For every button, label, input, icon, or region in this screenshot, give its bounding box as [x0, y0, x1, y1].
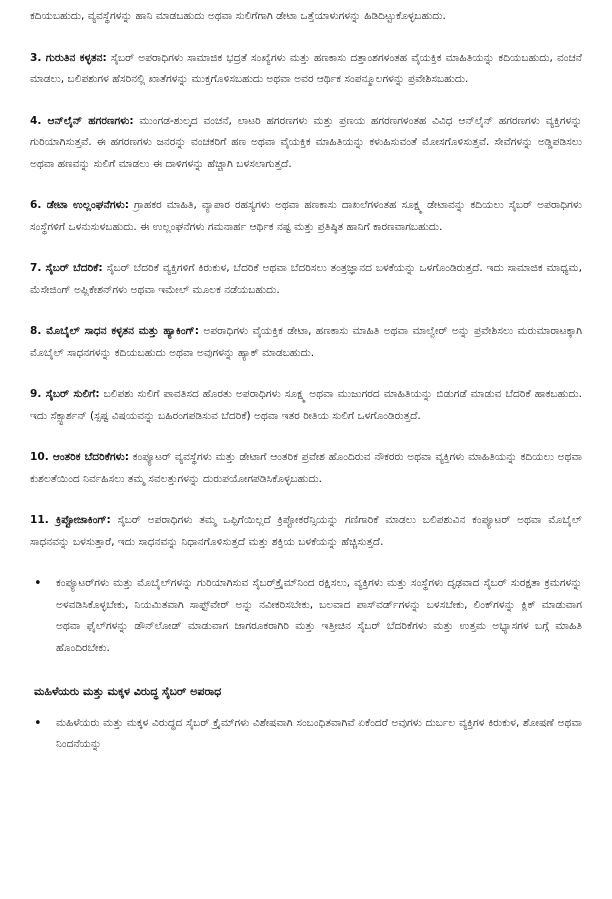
- item-text: ಬಲಿಪಶು ಸುಲಿಗೆ ಪಾವತಿಸದ ಹೊರತು ಅಪರಾಧಿಗಳು ಸೂಕ್ಷ್ಮ ಅಥವಾ ಮುಜುಗರದ ಮಾಹಿತಿಯನ್ನು ಬಿಡುಗಡೆ ಮಾಡುವ ಬೆದರಿಕೆ ಹಾಕಬಹುದು. ಇದು ಸೆಕ್ಸ್ಟಾರ್ಶನ್ (ಸ್ಪಷ್ಟ ವಿಷಯವನ್ನು ಬಹಿರಂಗಪಡಿಸುವ ಬೆದರಿಕೆ) ಅಥವಾ ಇತರ ರೀತಿಯ ಸುಲಿಗೆ ಒಳಗೊಂಡಿರುತ್ತದೆ.: [30, 388, 583, 422]
- item-term: 10. ಆಂತರಿಕ ಬೆದರಿಕೆಗಳು:: [30, 451, 129, 463]
- item-text: ಗ್ರಾಹಕರ ಮಾಹಿತಿ, ವ್ಯಾಪಾರ ರಹಸ್ಯಗಳು ಅಥವಾ ಹಣಕಾಸು ದಾಖಲೆಗಳಂತಹ ಸೂಕ್ಷ್ಮ ಡೇಟಾವನ್ನು ಕದಿಯಲು ಸೈಬರ್ ಅಪರಾಧಿಗಳು ಸಂಸ್ಥೆಗಳಿಗೆ ಒಳನುಸುಳಬಹುದು. ಈ ಉಲ್ಲಂಘನೆಗಳು ಗಮನಾರ್ಹ ಆರ್ಥಿಕ ನಷ್ಟ ಮತ್ತು ಪ್ರತಿಷ್ಠಿತ ಹಾನಿಗೆ ಕಾರಣವಾಗಬಹುದು.: [30, 199, 582, 233]
- item-text: ಸೈಬರ್ ಅಪರಾಧಿಗಳು ತಮ್ಮ ಒಪ್ಪಿಗೆಯಿಲ್ಲದೆ ಕ್ರಿಪ್ಟೋಕರೆನ್ಸಿಯನ್ನು ಗಣಿಗಾರಿಕೆ ಮಾಡಲು ಬಲಿಪಶುವಿನ ಕಂಪ್ಯೂಟರ್ ಅಥವಾ ಮೊಬೈಲ್ ಸಾಧನವನ್ನು ಬಳಸುತ್ತಾರೆ, ಇದು ಸಾಧನವನ್ನು ನಿಧಾನಗೊಳಿಸುತ್ತದೆ ಮತ್ತು ಶಕ್ತಿಯ ಬಳಕೆಯನ್ನು ಹೆಚ್ಚಿಸುತ್ತದೆ.: [30, 514, 582, 548]
- bullet-text: ಮಹಿಳೆಯರು ಮತ್ತು ಮಕ್ಕಳ ವಿರುದ್ಧದ ಸೈಬರ್ ಕ್ರೈಮ್‌ಗಳು ವಿಶೇಷವಾಗಿ ಸಂಬಂಧಿತವಾಗಿವೆ ಏಕೆಂದರೆ ಅವುಗಳು ದುರ್ಬಲ ವ್ಯಕ್ತಿಗಳ ಕಿರುಕುಳ, ಶೋಷಣೆ ಅಥವಾ ನಿಂದನೆಯನ್ನು: [56, 716, 582, 750]
- section-heading: ಮಹಿಳೆಯರು ಮತ್ತು ಮಕ್ಕಳ ವಿರುದ್ಧ ಸೈಬರ್ ಅಪರಾಧ: [34, 685, 222, 698]
- item-cryptojacking: [30, 510, 582, 553]
- item-text: ಕಂಪ್ಯೂಟರ್ ವ್ಯವಸ್ಥೆಗಳು ಮತ್ತು ಡೇಟಾಗೆ ಆಂತರಿಕ ಪ್ರವೇಶ ಹೊಂದಿರುವ ನೌಕರರು ಅಥವಾ ವ್ಯಕ್ತಿಗಳು ಮಾಹಿತಿಯನ್ನು ಕದಿಯಲು ಅಥವಾ ಕುಶಲತೆಯಿಂದ ನಿರ್ವಹಿಸಲು ತಮ್ಮ ಸವಲತ್ತುಗಳನ್ನು ದುರುಪಯೋಗಪಡಿಸಿಕೊಳ್ಳಬಹುದು.: [30, 451, 582, 485]
- bullet-icon: •: [34, 576, 42, 591]
- protection-bullet-list: [30, 573, 582, 659]
- item-text: ಸೈಬರ್ ಬೆದರಿಕೆ ವ್ಯಕ್ತಿಗಳಿಗೆ ಕಿರುಕುಳ, ಬೆದರಿಕೆ ಅಥವಾ ಬೆದರಿಸಲು ತಂತ್ರಜ್ಞಾನದ ಬಳಕೆಯನ್ನು ಒಳಗೊಂಡಿರುತ್ತದೆ. ಇದು ಸಾಮಾಜಿಕ ಮಾಧ್ಯಮ, ಮೆಸೇಜಿಂಗ್ ಅಪ್ಲಿಕೇಶನ್‌ಗಳು ಅಥವಾ ಇಮೇಲ್ ಮೂಲಕ ನಡೆಯಬಹುದು.: [30, 262, 582, 296]
- item-term: 6. ಡೇಟಾ ಉಲ್ಲಂಘನೆಗಳು:: [30, 199, 130, 211]
- item-term: 4. ಆನ್‌ಲೈನ್ ಹಗರಣಗಳು:: [30, 114, 134, 127]
- item-term: 8. ಮೊಬೈಲ್ ಸಾಧನ ಕಳ್ಳತನ ಮತ್ತು ಹ್ಯಾಕಿಂಗ್:: [30, 325, 199, 337]
- item-identity-theft: [30, 48, 582, 91]
- item-cyberbullying: [30, 258, 582, 301]
- intro-paragraph: ಕದಿಯಬಹುದು, ವ್ಯವಸ್ಥೆಗಳನ್ನು ಹಾನಿ ಮಾಡಬಹುದು ಅಥವಾ ಸುಲಿಗೆಗಾಗಿ ಡೇಟಾ ಒತ್ತೆಯಾಳುಗಳನ್ನು ಹಿಡಿದಿಟ್ಟುಕೊಳ್ಳಬಹುದು.: [30, 10, 446, 22]
- list-item: [34, 573, 582, 659]
- item-text: ಮುಂಗಡ-ಶುಲ್ಕದ ವಂಚನೆ, ಲಾಟರಿ ಹಗರಣಗಳು ಮತ್ತು ಪ್ರಣಯ ಹಗರಣಗಳಂತಹ ವಿವಿಧ ಆನ್‌ಲೈನ್ ಹಗರಣಗಳು ವ್ಯಕ್ತಿಗಳನ್ನು ಗುರಿಯಾಗಿಸುತ್ತವೆ. ಈ ಹಗರಣಗಳು ಜನರನ್ನು ವಂಚಕರಿಗೆ ಹಣ ಅಥವಾ ವೈಯಕ್ತಿಕ ಮಾಹಿತಿಯನ್ನು ಕಳುಹಿಸುವಂತೆ ಮೋಸಗೊಳಿಸುತ್ತವೆ. ಸೇವೆಗಳನ್ನು ಅಡ್ಡಿಪಡಿಸಲು ಅಥವಾ ಹಣವನ್ನು ಸುಲಿಗೆ ಮಾಡಲು ಈ ದಾಳಿಗಳನ್ನು ಹೆಚ್ಚಾಗಿ ಬಳಸಲಾಗುತ್ತದೆ.: [30, 114, 582, 170]
- women-children-bullet-list: [30, 713, 582, 756]
- item-text: ಸೈಬರ್ ಅಪರಾಧಿಗಳು ಸಾಮಾಜಿಕ ಭದ್ರತೆ ಸಂಖ್ಯೆಗಳು ಮತ್ತು ಹಣಕಾಸು ದತ್ತಾಂಶಗಳಂತಹ ವೈಯಕ್ತಿಕ ಮಾಹಿತಿಯನ್ನು ಕದಿಯಬಹುದು, ವಂಚನೆ ಮಾಡಲು, ಬಲಿಪಶುಗಳ ಹೆಸರಿನಲ್ಲಿ ಖಾತೆಗಳನ್ನು ಮುಕ್ತಗೊಳಿಸಬಹುದು ಅಥವಾ ಅವರ ಆರ್ಥಿಕ ಸಂಪನ್ಮೂಲಗಳನ್ನು ಪ್ರವೇಶಿಸಬಹುದು.: [30, 51, 582, 85]
- item-term: 9. ಸೈಬರ್ ಸುಲಿಗೆ:: [30, 388, 100, 400]
- item-term: 3. ಗುರುತಿನ ಕಳ್ಳತನ:: [30, 51, 107, 64]
- bullet-text: ಕಂಪ್ಯೂಟರ್‌ಗಳು ಮತ್ತು ಮೊಬೈಲ್‌ಗಳನ್ನು ಗುರಿಯಾಗಿಸುವ ಸೈಬರ್‌ಕ್ರೈಮ್‌ನಿಂದ ರಕ್ಷಿಸಲು, ವ್ಯಕ್ತಿಗಳು ಮತ್ತು ಸಂಸ್ಥೆಗಳು ದೃಢವಾದ ಸೈಬರ್ ಸುರಕ್ಷತಾ ಕ್ರಮಗಳನ್ನು ಅಳವಡಿಸಿಕೊಳ್ಳಬೇಕು, ನಿಯಮಿತವಾಗಿ ಸಾಫ್ಟ್‌ವೇರ್ ಅನ್ನು ನವೀಕರಿಸಬೇಕು, ಬಲವಾದ ಪಾಸ್‌ವರ್ಡ್‌ಗಳನ್ನು ಬಳಸಬೇಕು, ಲಿಂಕ್‌ಗಳನ್ನು ಕ್ಲಿಕ್ ಮಾಡುವಾಗ ಅಥವಾ ಫೈಲ್‌ಗಳನ್ನು ಡೌನ್‌ಲೋಡ್ ಮಾಡುವಾಗ ಜಾಗರೂಕರಾಗಿರಿ ಮತ್ತು ಇತ್ತೀಚಿನ ಸೈಬರ್ ಬೆದರಿಕೆಗಳು ಮತ್ತು ಉತ್ತಮ ಅಭ್ಯಾಸಗಳ ಬಗ್ಗೆ ಮಾಹಿತಿ ಹೊಂದಿರಬೇಕು.: [56, 577, 582, 654]
- item-text: ಅಪರಾಧಿಗಳು ವೈಯಕ್ತಿಕ ಡೇಟಾ, ಹಣಕಾಸು ಮಾಹಿತಿ ಅಥವಾ ಮಾಲ್ವೇರ್ ಅನ್ನು ಪ್ರವೇಶಿಸಲು ಮರುಮಾರಾಟಕ್ಕಾಗಿ ಮೊಬೈಲ್ ಸಾಧನಗಳನ್ನು ಕದಿಯಬಹುದು ಅಥವಾ ಅವುಗಳನ್ನು ಹ್ಯಾಕ್ ಮಾಡಬಹುದು.: [30, 325, 582, 359]
- list-item: [34, 713, 582, 756]
- item-term: 11. ಕ್ರಿಪ್ಟೋಜಾಕಿಂಗ್:: [30, 514, 111, 526]
- item-cyber-extortion: [30, 384, 582, 427]
- item-term: 7. ಸೈಬರ್ ಬೆದರಿಕೆ:: [30, 262, 103, 274]
- bullet-icon: •: [34, 715, 42, 731]
- item-data-breaches: [30, 195, 582, 238]
- item-mobile-theft: [30, 321, 582, 364]
- item-online-scams: [30, 111, 582, 176]
- item-insider-threats: [30, 447, 582, 490]
